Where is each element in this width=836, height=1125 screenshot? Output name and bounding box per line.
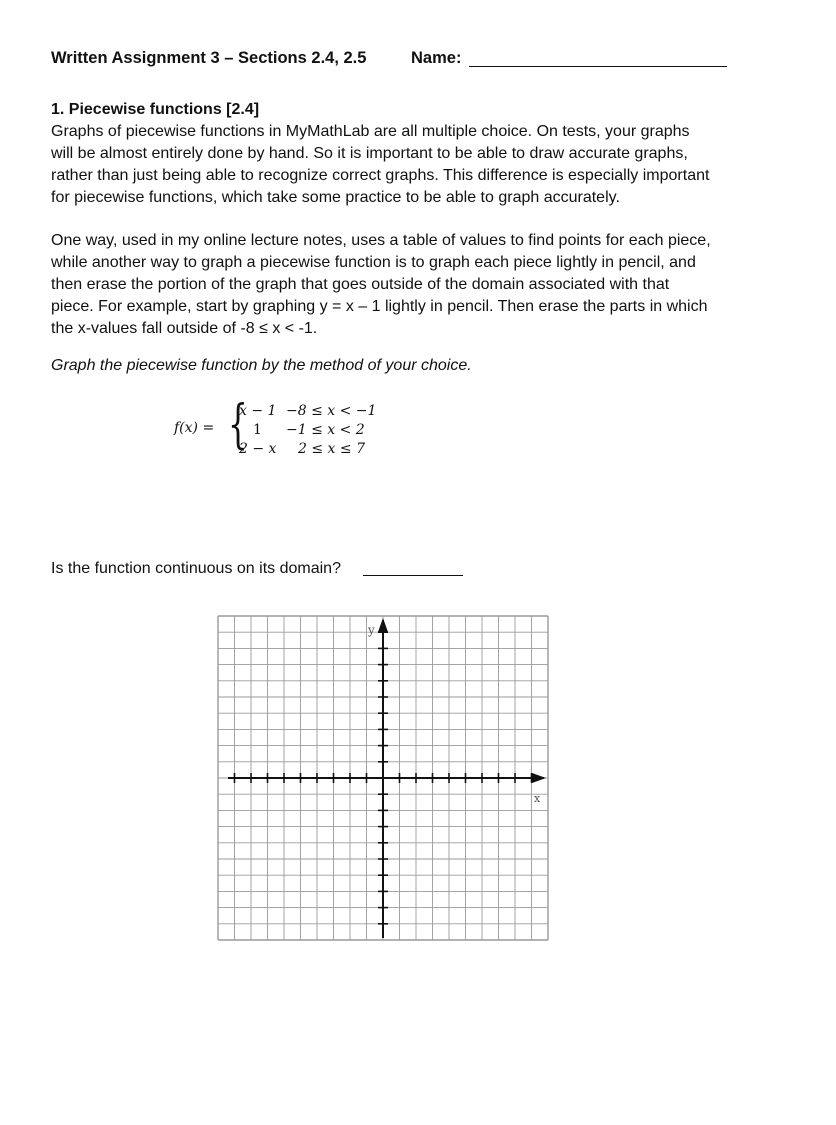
coordinate-grid[interactable] [216,614,550,942]
name-blank[interactable] [469,66,727,67]
continuity-question: Is the function continuous on its domain? [51,560,341,577]
case-domain: 2 ≤ x ≤ 7 [298,441,365,457]
function-lhs: f(x) = [174,420,215,436]
assignment-title: Written Assignment 3 – Sections 2.4, 2.5 [51,49,367,67]
x-axis-label: x [534,792,541,805]
case-expression: x − 1 [239,403,277,419]
case-brace: { [228,395,248,455]
case-expression: 2 − x [239,441,277,457]
answer-blank[interactable] [363,575,463,576]
instruction-text: Graph the piecewise function by the method of your choice. [51,357,472,374]
piecewise-function [174,395,414,458]
y-axis-label: y [368,623,375,637]
intro-paragraph: Graphs of piecewise functions in MyMathLab are all multiple choice. On tests, your graphs will be almost entirely done by hand. So it is important to be able to draw accurate graphs, rather than just being able to recognize correct graphs. This difference is especially important for piecewise functions, which take some practice to be able to graph accurately. [51,123,710,206]
y-axis-arrow [378,618,388,632]
x-axis-arrow [532,773,546,783]
method-paragraph: One way, used in my online lecture notes, uses a table of values to find points for each piece, while another way to graph a piecewise function is to graph each piece lightly in pencil, and then erase the portion of the graph that goes outside of the domain associated with that piece. For example, start by graphing y = x – 1 lightly in pencil. Then erase the parts in which the x-values fall outside of -8 ≤ x < -1. [51,232,711,337]
case-expression: 1 [253,422,262,438]
case-domain: −8 ≤ x < −1 [286,403,377,419]
case-domain: −1 ≤ x < 2 [286,422,365,438]
name-label: Name: [411,49,462,67]
section-title: 1. Piecewise functions [2.4] [51,101,260,118]
